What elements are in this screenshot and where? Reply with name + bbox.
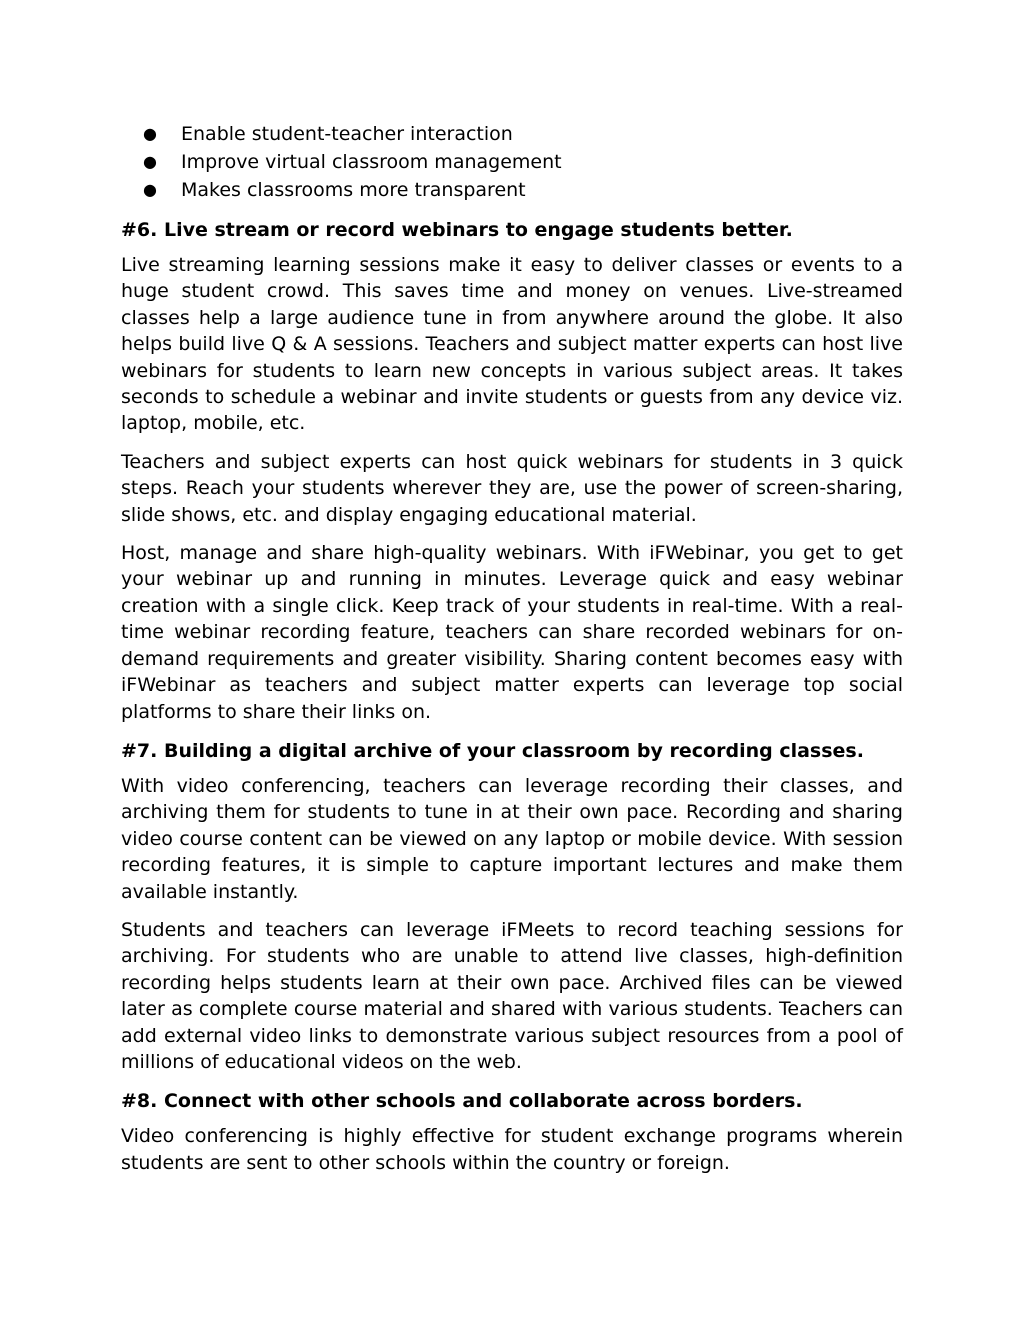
section-heading: #7. Building a digital archive of your classroom by recording classes. [121, 739, 864, 762]
paragraph: Host, manage and share high-quality webinars. With iFWebinar, you get to get your webinar up and running in minutes. Leverage quick and easy webinar creation with a single click. Keep track of your students in real-time. With a real-time webinar recording feature, teachers can share recorded webinars for on-demand requirements and greater visibility. Sharing content becomes easy with iFWebinar as teachers and subject matter experts can leverage top social platforms to share their links on. [121, 542, 903, 723]
section-heading: #6. Live stream or record webinars to engage students better. [121, 219, 793, 241]
bullet-text: Enable student-teacher interaction [181, 123, 513, 145]
paragraph: Teachers and subject experts can host quick webinars for students in 3 quick steps. Reach your students wherever they are, use the power of screen-sharing, slide shows, etc. and display engaging educational material. [121, 450, 903, 526]
paragraph: Live streaming learning sessions make it easy to deliver classes or events to a huge student crowd. This saves time and money on venues. Live-streamed classes help a large audience tune in from anywhere around the globe. It also helps build live Q & A sessions. Teachers and subject matter experts can host live webinars for students to learn new concepts in various subject areas. It takes seconds to schedule a webinar and invite students or guests from any device viz. laptop, mobile, etc. [121, 254, 903, 435]
section-6 [121, 216, 903, 725]
bullet-icon: ● [143, 180, 157, 199]
paragraph: With video conferencing, teachers can leverage recording their classes, and archiving them for students to tune in at their own pace. Recording and sharing video course content can be viewed on any laptop or mobile device. With session recording features, it is simple to capture important lectures and make them available instantly. [121, 774, 903, 903]
bullet-icon: ● [143, 152, 157, 171]
section-8 [121, 1087, 903, 1176]
section-7 [121, 737, 903, 1075]
paragraph: Students and teachers can leverage iFMeets to record teaching sessions for archiving. For students who are unable to attend live classes, high-definition recording helps students learn at their own pace. Archived files can be viewed later as complete course material and shared with various students. Teachers can add external video links to demonstrate various subject resources from a pool of millions of educational videos on the web. [121, 918, 903, 1073]
paragraph: Video conferencing is highly effective for student exchange programs wherein students are sent to other schools within the country or foreign. [121, 1125, 903, 1174]
bullet-item [121, 148, 903, 176]
bullet-item [121, 176, 903, 204]
section-heading: #8. Connect with other schools and collaborate across borders. [121, 1090, 803, 1113]
bullet-list [121, 120, 903, 204]
document-page [121, 120, 903, 1188]
bullet-text: Makes classrooms more transparent [181, 179, 526, 201]
bullet-item [121, 120, 903, 148]
bullet-text: Improve virtual classroom management [181, 151, 562, 173]
bullet-icon: ● [143, 124, 157, 143]
